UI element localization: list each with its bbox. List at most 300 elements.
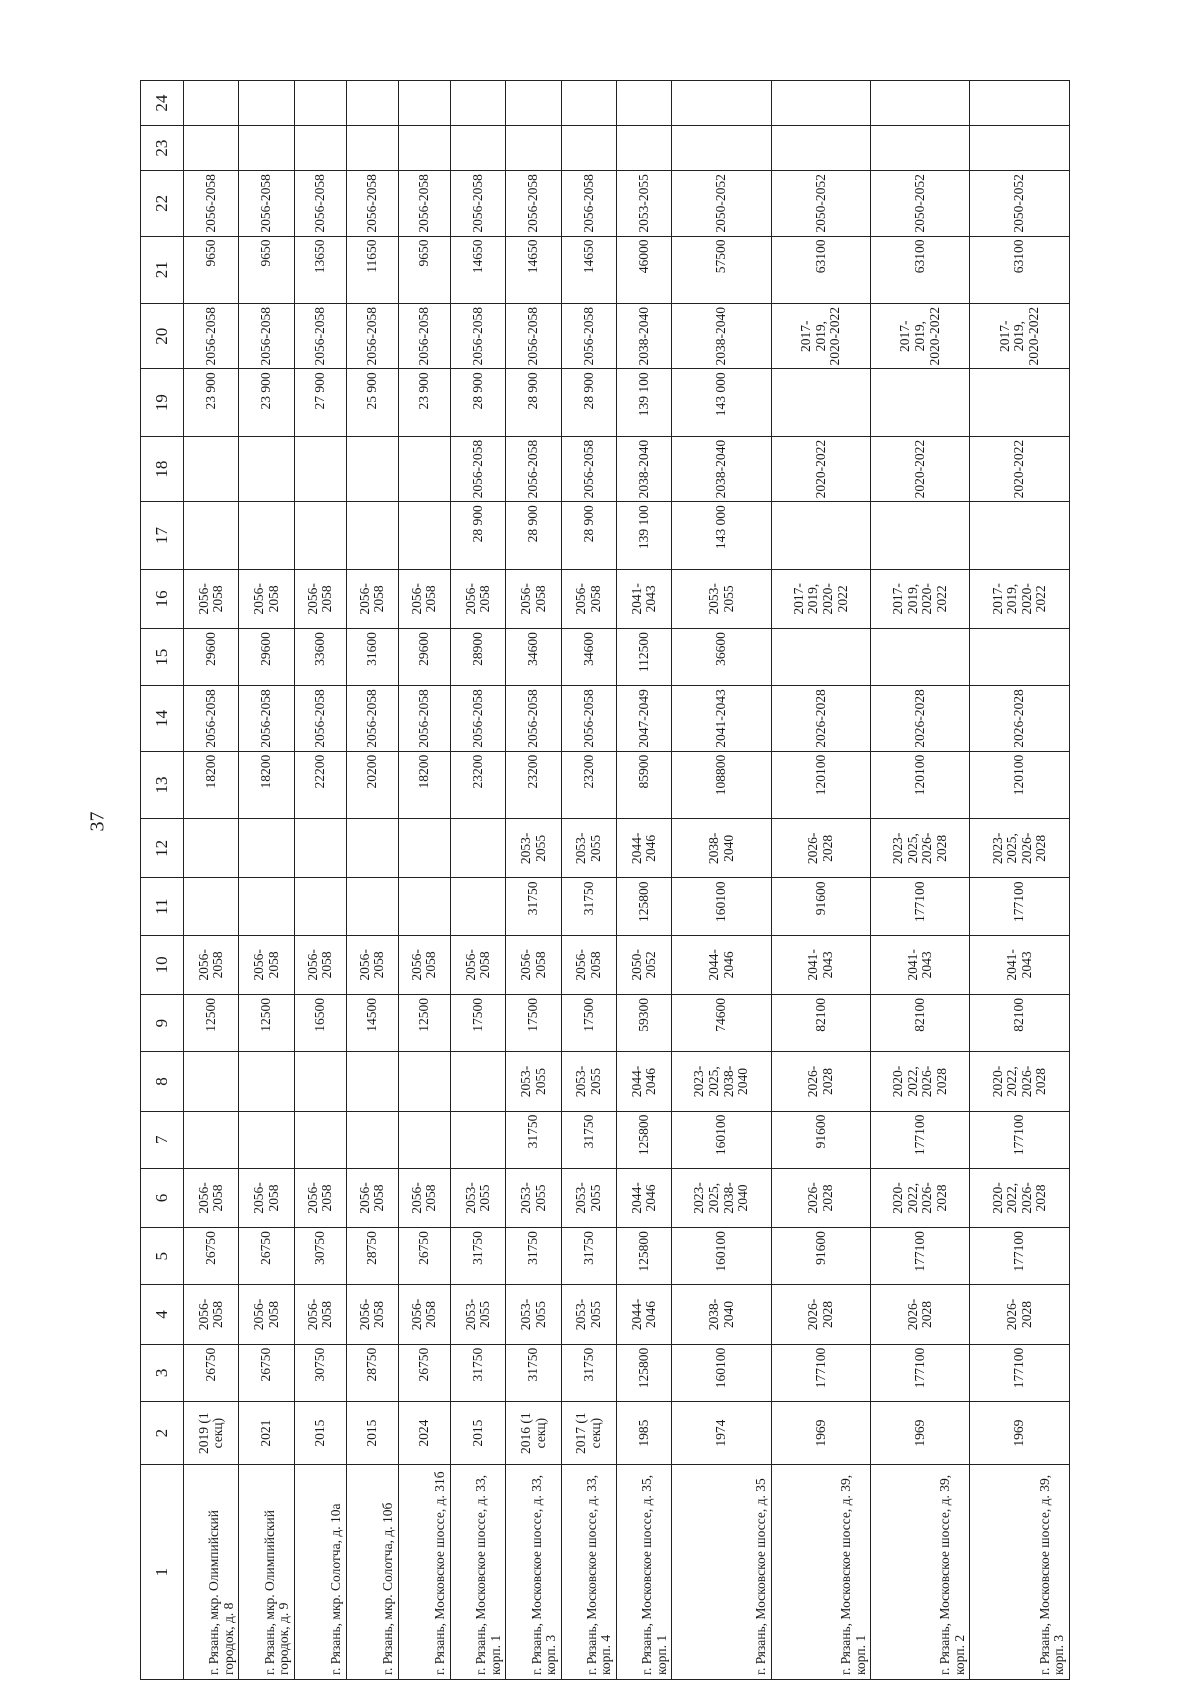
cost-cell: 9650 [239,236,294,303]
period-cell: 2056-2058 [451,935,506,994]
cost-cell: 34600 [506,629,561,686]
cost-cell: 23200 [561,751,616,818]
cost-cell: 160100 [672,1344,771,1401]
period-cell: 2026-2028 [771,686,870,751]
period-cell [871,81,970,126]
period-cell [294,81,346,126]
cost-cell: 29600 [398,629,450,686]
period-cell: 2017-2019, 2020-2022 [871,569,970,628]
period-cell: 2056-2058 [398,171,450,236]
period-cell: 2056-2058 [561,686,616,751]
year-cell: 1969 [771,1401,870,1464]
cost-cell [970,629,1070,686]
column-number-row [141,81,184,1680]
cost-cell: 31750 [561,878,616,935]
cost-cell: 177100 [970,1344,1070,1401]
period-cell: 2056-2058 [184,935,239,994]
cost-cell: 26750 [184,1344,239,1401]
period-cell: 2047-2049 [617,686,672,751]
cost-cell: 29600 [184,629,239,686]
cost-cell: 91600 [771,1228,870,1285]
period-cell: 2056-2058 [239,1168,294,1227]
period-cell: 2017-2019, 2020-2022 [771,569,870,628]
year-cell: 2015 [294,1401,346,1464]
period-cell: 2056-2058 [294,569,346,628]
period-cell: 2056-2058 [239,686,294,751]
period-cell: 2056-2058 [184,1168,239,1227]
cost-cell: 12500 [239,995,294,1052]
repair-schedule-table [140,80,1070,1680]
period-cell: 2038-2040 [672,1285,771,1344]
period-cell: 2020-2022 [871,436,970,501]
column-header-10: 10 [141,935,184,994]
period-cell [561,81,616,126]
column-header-22: 22 [141,171,184,236]
cost-cell: 82100 [871,995,970,1052]
cost-cell: 25 900 [346,369,398,436]
period-cell: 2056-2058 [239,171,294,236]
period-cell: 2056-2058 [239,935,294,994]
cost-cell: 28750 [346,1228,398,1285]
period-cell: 2056-2058 [184,171,239,236]
period-cell: 2056-2058 [184,686,239,751]
cost-cell: 82100 [970,995,1070,1052]
period-cell: 2038-2040 [617,303,672,368]
cost-cell: 91600 [771,878,870,935]
period-cell: 2053-2055 [506,1285,561,1344]
table-body [184,81,1070,1680]
period-cell: 2056-2058 [451,686,506,751]
cost-cell: 28750 [346,1344,398,1401]
period-cell [239,436,294,501]
table-row [871,81,970,1680]
cost-cell: 91600 [771,1111,870,1168]
cost-cell: 28 900 [561,369,616,436]
period-cell: 2038-2040 [617,436,672,501]
period-cell: 2056-2058 [346,303,398,368]
cost-cell: 177100 [871,1344,970,1401]
year-cell: 2016 (1 секц) [506,1401,561,1464]
table-row [970,81,1070,1680]
address-cell: г. Рязань, Московское шоссе, д. 35, корп. 1 [617,1465,672,1680]
cost-cell: 177100 [970,878,1070,935]
cost-cell [398,1111,450,1168]
period-cell: 2026-2028 [871,1285,970,1344]
period-cell: 2056-2058 [506,303,561,368]
period-cell [294,1052,346,1111]
cost-cell: 125800 [617,1228,672,1285]
cost-cell: 28 900 [451,502,506,569]
period-cell [346,81,398,126]
cost-cell [294,878,346,935]
period-cell: 2038-2040 [672,819,771,878]
cost-cell: 14650 [451,236,506,303]
cost-cell: 120100 [871,751,970,818]
cost-cell: 17500 [506,995,561,1052]
period-cell: 2038-2040 [672,303,771,368]
period-cell: 2056-2058 [239,1285,294,1344]
cost-cell: 11650 [346,236,398,303]
address-cell: г. Рязань, Московское шоссе, д. 33, корп. 3 [506,1465,561,1680]
period-cell: 2053-2055 [561,1052,616,1111]
address-cell: г. Рязань, мкр. Солотча, д. 10б [346,1465,398,1680]
cost-cell [346,878,398,935]
period-cell [451,1052,506,1111]
table-row [672,81,771,1680]
cost-cell [184,126,239,171]
cost-cell [871,502,970,569]
period-cell: 2056-2058 [561,569,616,628]
period-cell: 2056-2058 [346,1285,398,1344]
period-cell: 2056-2058 [346,1168,398,1227]
cost-cell [239,126,294,171]
period-cell: 2017-2019, 2020-2022 [771,303,870,368]
year-cell: 2019 (1 секц) [184,1401,239,1464]
period-cell: 2056-2058 [346,935,398,994]
year-cell: 1969 [970,1401,1070,1464]
period-cell: 2041-2043 [617,569,672,628]
cost-cell: 18200 [398,751,450,818]
cost-cell: 125800 [617,1111,672,1168]
cost-cell [184,1111,239,1168]
column-header-16: 16 [141,569,184,628]
column-header-13: 13 [141,751,184,818]
table-row [239,81,294,1680]
year-cell: 2015 [451,1401,506,1464]
cost-cell: 23 900 [398,369,450,436]
period-cell: 2020-2022, 2026-2028 [871,1052,970,1111]
period-cell: 2026-2028 [771,1168,870,1227]
period-cell [346,1052,398,1111]
cost-cell: 36600 [672,629,771,686]
period-cell [239,1052,294,1111]
cost-cell [561,126,616,171]
cost-cell: 28 900 [506,369,561,436]
cost-cell [294,126,346,171]
address-cell: г. Рязань, Московское шоссе, д. 31б [398,1465,450,1680]
period-cell: 2026-2028 [771,1052,870,1111]
column-header-3: 3 [141,1344,184,1401]
cost-cell: 30750 [294,1344,346,1401]
period-cell: 2041-2043 [871,935,970,994]
cost-cell [970,369,1070,436]
cost-cell: 26750 [239,1344,294,1401]
table-row [506,81,561,1680]
period-cell: 2053-2055 [451,1285,506,1344]
cost-cell: 31750 [561,1344,616,1401]
cost-cell [771,369,870,436]
cost-cell: 9650 [184,236,239,303]
period-cell: 2053-2055 [561,1168,616,1227]
cost-cell: 28 900 [561,502,616,569]
period-cell: 2056-2058 [451,569,506,628]
column-header-19: 19 [141,369,184,436]
period-cell: 2017-2019, 2020-2022 [871,303,970,368]
cost-cell: 63100 [871,236,970,303]
period-cell: 2056-2058 [346,171,398,236]
cost-cell [451,126,506,171]
period-cell: 2044-2046 [617,1285,672,1344]
cost-cell [506,126,561,171]
period-cell: 2053-2055 [506,1168,561,1227]
period-cell [184,81,239,126]
period-cell [239,81,294,126]
cost-cell: 177100 [871,1111,970,1168]
period-cell: 2053-2055 [617,171,672,236]
year-cell: 1974 [672,1401,771,1464]
cost-cell: 85900 [617,751,672,818]
column-header-11: 11 [141,878,184,935]
cost-cell: 31750 [506,1344,561,1401]
cost-cell: 27 900 [294,369,346,436]
period-cell: 2056-2058 [506,171,561,236]
period-cell: 2056-2058 [184,1285,239,1344]
period-cell [398,1052,450,1111]
period-cell: 2041-2043 [771,935,870,994]
cost-cell: 26750 [184,1228,239,1285]
table-row [346,81,398,1680]
period-cell: 2053-2055 [506,819,561,878]
period-cell: 2044-2046 [617,1168,672,1227]
period-cell: 2056-2058 [294,1285,346,1344]
period-cell: 2056-2058 [346,686,398,751]
cost-cell: 13650 [294,236,346,303]
period-cell: 2056-2058 [506,436,561,501]
cost-cell [346,502,398,569]
cost-cell: 14500 [346,995,398,1052]
period-cell: 2056-2058 [398,303,450,368]
cost-cell [346,126,398,171]
address-cell: г. Рязань, мкр. Олимпийский городок, д. 8 [184,1465,239,1680]
cost-cell: 16500 [294,995,346,1052]
period-cell: 2056-2058 [294,171,346,236]
period-cell: 2056-2058 [239,569,294,628]
period-cell: 2056-2058 [451,171,506,236]
period-cell: 2056-2058 [506,686,561,751]
column-header-8: 8 [141,1052,184,1111]
period-cell: 2023-2025, 2026-2028 [970,819,1070,878]
period-cell: 2056-2058 [398,686,450,751]
period-cell: 2056-2058 [561,303,616,368]
cost-cell: 20200 [346,751,398,818]
address-cell: г. Рязань, Московское шоссе, д. 33, корп. 4 [561,1465,616,1680]
column-header-6: 6 [141,1168,184,1227]
period-cell [617,81,672,126]
column-header-14: 14 [141,686,184,751]
period-cell: 2056-2058 [561,171,616,236]
cost-cell [771,126,870,171]
cost-cell: 120100 [771,751,870,818]
period-cell [451,819,506,878]
period-cell: 2056-2058 [239,303,294,368]
period-cell: 2017-2019, 2020-2022 [970,303,1070,368]
period-cell: 2026-2028 [771,819,870,878]
table-row [771,81,870,1680]
period-cell [398,436,450,501]
cost-cell: 112500 [617,629,672,686]
cost-cell: 17500 [561,995,616,1052]
cost-cell [771,629,870,686]
cost-cell: 14650 [561,236,616,303]
period-cell: 2050-2052 [970,171,1070,236]
period-cell: 2050-2052 [771,171,870,236]
cost-cell: 9650 [398,236,450,303]
period-cell: 2023-2025, 2026-2028 [871,819,970,878]
cost-cell [398,126,450,171]
cost-cell [451,1111,506,1168]
period-cell [239,819,294,878]
period-cell: 2044-2046 [617,819,672,878]
cost-cell [239,502,294,569]
table-row [184,81,239,1680]
period-cell: 2056-2058 [294,686,346,751]
period-cell: 2026-2028 [970,1285,1070,1344]
period-cell: 2020-2022, 2026-2028 [970,1052,1070,1111]
cost-cell: 12500 [184,995,239,1052]
period-cell: 2056-2058 [506,935,561,994]
cost-cell: 160100 [672,1228,771,1285]
cost-cell: 120100 [970,751,1070,818]
period-cell: 2056-2058 [398,1285,450,1344]
table-row [294,81,346,1680]
period-cell: 2056-2058 [451,436,506,501]
cost-cell: 22200 [294,751,346,818]
period-cell: 2053-2055 [506,1052,561,1111]
cost-cell: 14650 [506,236,561,303]
cost-cell: 17500 [451,995,506,1052]
cost-cell: 177100 [871,1228,970,1285]
cost-cell: 31750 [451,1344,506,1401]
period-cell: 2056-2058 [294,935,346,994]
cost-cell: 108800 [672,751,771,818]
period-cell [346,436,398,501]
cost-cell: 31600 [346,629,398,686]
cost-cell: 31750 [561,1228,616,1285]
period-cell [672,81,771,126]
cost-cell: 177100 [871,878,970,935]
year-cell: 2017 (1 секц) [561,1401,616,1464]
cost-cell: 33600 [294,629,346,686]
cost-cell [184,502,239,569]
column-header-21: 21 [141,236,184,303]
cost-cell [294,1111,346,1168]
cost-cell: 23200 [451,751,506,818]
year-cell: 2015 [346,1401,398,1464]
cost-cell [346,1111,398,1168]
period-cell: 2056-2058 [561,935,616,994]
period-cell [294,436,346,501]
cost-cell [398,502,450,569]
period-cell: 2020-2022 [771,436,870,501]
period-cell [771,81,870,126]
column-header-9: 9 [141,995,184,1052]
year-cell: 2021 [239,1401,294,1464]
cost-cell: 31750 [451,1228,506,1285]
cost-cell [970,126,1070,171]
period-cell: 2023-2025, 2038-2040 [672,1052,771,1111]
column-header-7: 7 [141,1111,184,1168]
table-row [398,81,450,1680]
year-cell: 1985 [617,1401,672,1464]
table-row [617,81,672,1680]
period-cell: 2053-2055 [672,569,771,628]
period-cell: 2050-2052 [871,171,970,236]
cost-cell: 28900 [451,629,506,686]
cost-cell [771,502,870,569]
period-cell: 2050-2052 [672,171,771,236]
table-row [451,81,506,1680]
period-cell: 2044-2046 [672,935,771,994]
period-cell: 2026-2028 [771,1285,870,1344]
cost-cell [617,126,672,171]
column-header-15: 15 [141,629,184,686]
rotated-table-container [140,80,1070,1680]
period-cell: 2023-2025, 2038-2040 [672,1168,771,1227]
cost-cell: 59300 [617,995,672,1052]
period-cell: 2056-2058 [398,935,450,994]
cost-cell: 177100 [771,1344,870,1401]
period-cell: 2017-2019, 2020-2022 [970,569,1070,628]
period-cell: 2053-2055 [561,819,616,878]
cost-cell: 28 900 [506,502,561,569]
period-cell: 2056-2058 [561,436,616,501]
period-cell: 2056-2058 [451,303,506,368]
period-cell: 2044-2046 [617,1052,672,1111]
cost-cell: 34600 [561,629,616,686]
period-cell [346,819,398,878]
cost-cell [451,878,506,935]
period-cell: 2041-2043 [672,686,771,751]
cost-cell: 160100 [672,878,771,935]
address-cell: г. Рязань, Московское шоссе, д. 35 [672,1465,771,1680]
column-header-4: 4 [141,1285,184,1344]
cost-cell [871,126,970,171]
period-cell: 2053-2055 [451,1168,506,1227]
column-header-12: 12 [141,819,184,878]
cost-cell: 29600 [239,629,294,686]
period-cell: 2041-2043 [970,935,1070,994]
cost-cell: 63100 [970,236,1070,303]
period-cell: 2056-2058 [184,303,239,368]
period-cell [451,81,506,126]
cost-cell: 74600 [672,995,771,1052]
period-cell: 2026-2028 [871,686,970,751]
cost-cell: 177100 [970,1228,1070,1285]
cost-cell: 143 000 [672,369,771,436]
cost-cell: 160100 [672,1111,771,1168]
period-cell [184,819,239,878]
cost-cell: 139 100 [617,502,672,569]
column-header-5: 5 [141,1228,184,1285]
cost-cell: 23 900 [184,369,239,436]
period-cell: 2056-2058 [294,303,346,368]
period-cell [294,819,346,878]
column-header-24: 24 [141,81,184,126]
column-header-20: 20 [141,303,184,368]
period-cell: 2026-2028 [970,686,1070,751]
cost-cell: 139 100 [617,369,672,436]
cost-cell: 26750 [398,1228,450,1285]
table-row [561,81,616,1680]
column-header-23: 23 [141,126,184,171]
cost-cell: 30750 [294,1228,346,1285]
address-cell: г. Рязань, Московское шоссе, д. 39, корп. 2 [871,1465,970,1680]
period-cell: 2020-2022 [970,436,1070,501]
cost-cell: 125800 [617,878,672,935]
year-cell: 1969 [871,1401,970,1464]
cost-cell [184,878,239,935]
cost-cell: 23 900 [239,369,294,436]
